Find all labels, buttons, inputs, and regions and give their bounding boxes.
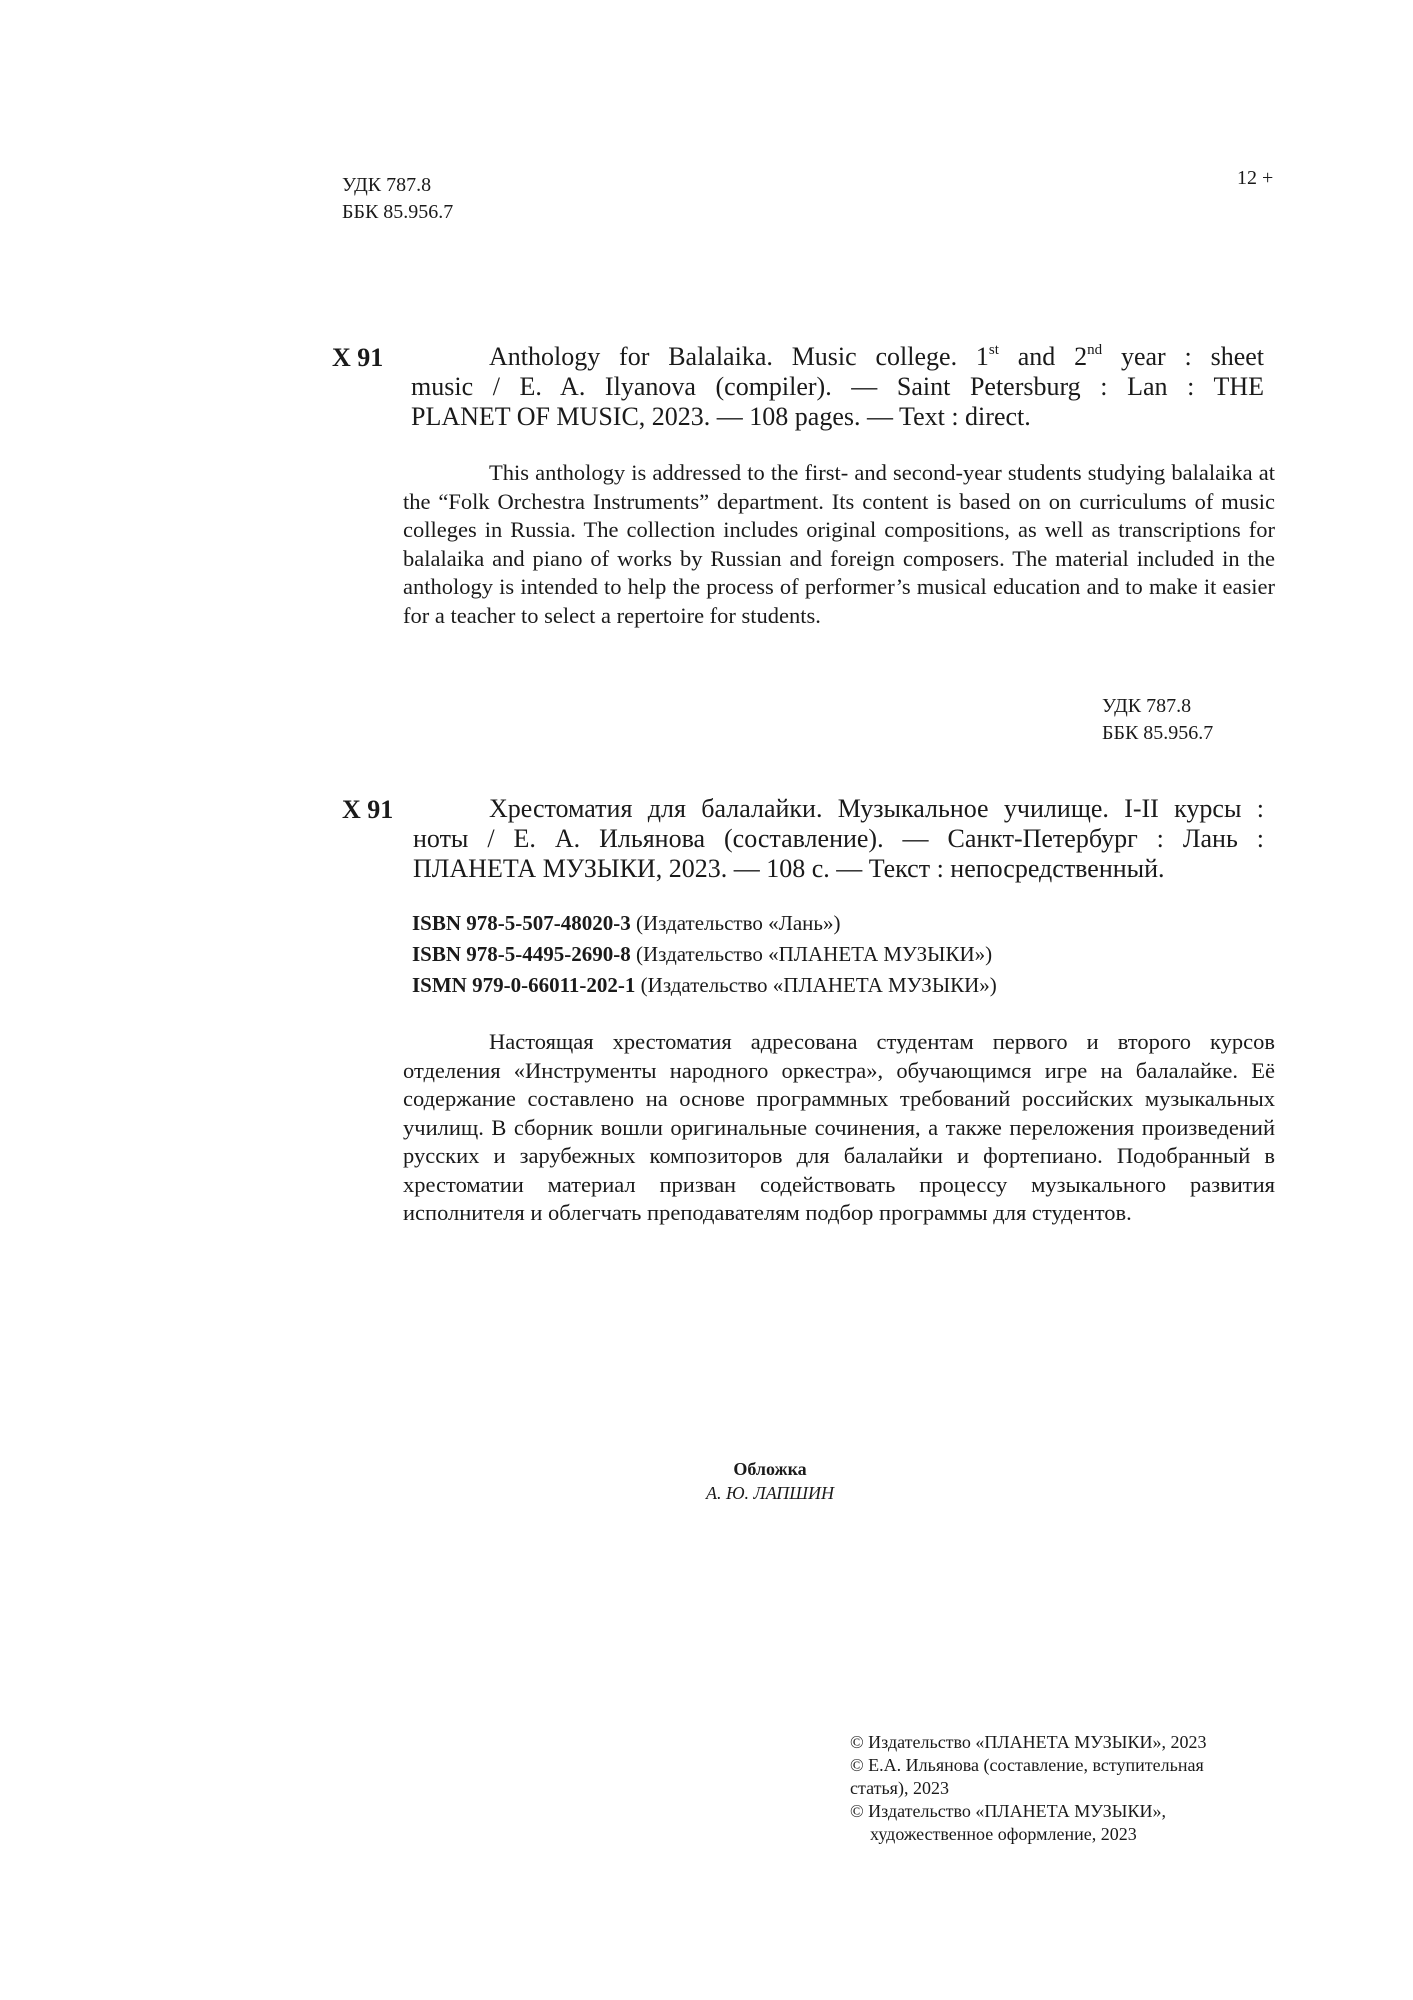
cover-label: Обложка — [733, 1459, 807, 1479]
bbk-code-2: ББК 85.956.7 — [1102, 722, 1214, 744]
english-entry-line-2: music / E. A. Ilyanova (compiler). — Saint Petersburg : Lan : THE — [411, 372, 1264, 401]
english-abstract: This anthology is addressed to the first- and second-year students studying balalaika at the “Folk Orchestra Instruments” department. Its content is based on on curriculums of music colleges in Russia. The collection includes original compositions, as well as transcriptions for balalaika and piano of works by Russian and foreign composers. The material included in the anthology is intended to help the process of performer’s musical education and to make it easier for a teacher to select a repertoire for students. — [403, 460, 1275, 628]
russian-entry-continuation — [413, 824, 1264, 884]
russian-abstract: Настоящая хрестоматия адресована студентам первого и второго курсов отделения «Инструменты народного оркестра», обучающимся игре на балалайке. Её содержание составлено на основе программных требований российских музыкальных училищ. В сборник вошли оригинальные сочинения, а также переложения произведений русских и зарубежных композиторов для балалайки и фортепиано. Подобранный в хрестоматии материал призван содействовать процессу музыкального развития исполнителя и облегчать преподавателям подбор программы для студентов. — [403, 1029, 1275, 1225]
copyright-line: © Е.А. Ильянова (составление, вступительная — [850, 1755, 1204, 1775]
top-classification — [342, 172, 453, 226]
russian-entry-line-3: ПЛАНЕТА МУЗЫКИ, 2023. — 108 с. — Текст : непосредственный. — [413, 854, 1165, 883]
english-entry-continuation — [411, 372, 1264, 432]
english-bibliographic-entry — [489, 342, 1264, 372]
second-classification — [1102, 693, 1213, 747]
english-entry-line-1: Anthology for Balalaika. Music college. 1st and 2nd year : sheet — [489, 342, 1265, 371]
entry-code-en: Х 91 — [332, 343, 384, 372]
bbk-code: ББК 85.956.7 — [342, 201, 454, 223]
copyright-line: © Издательство «ПЛАНЕТА МУЗЫКИ», — [850, 1801, 1166, 1821]
identifier-line: ISBN 978-5-507-48020-3 (Издательство «Лань») — [412, 911, 841, 935]
copyright-line: художественное оформление, 2023 — [870, 1824, 1137, 1844]
cover-artist-name: А. Ю. ЛАПШИН — [705, 1483, 835, 1503]
udk-code: УДК 787.8 — [342, 174, 432, 196]
identifiers-block — [412, 908, 997, 1001]
copyright-block — [850, 1731, 1270, 1846]
cover-credit — [560, 1457, 980, 1505]
russian-entry-line-2: ноты / Е. А. Ильянова (составление). — Санкт-Петербург : Лань : — [413, 824, 1264, 853]
copyright-line: статья), 2023 — [850, 1778, 949, 1798]
entry-code-ru: Х 91 — [342, 795, 394, 824]
identifier-line: ISBN 978-5-4495-2690-8 (Издательство «ПЛАНЕТА МУЗЫКИ») — [412, 942, 993, 966]
udk-code-2: УДК 787.8 — [1102, 695, 1192, 717]
identifier-line: ISMN 979-0-66011-202-1 (Издательство «ПЛАНЕТА МУЗЫКИ») — [412, 973, 997, 997]
copyright-line: © Издательство «ПЛАНЕТА МУЗЫКИ», 2023 — [850, 1732, 1207, 1752]
age-rating: 12 + — [1237, 167, 1274, 189]
english-entry-line-3: PLANET OF MUSIC, 2023. — 108 pages. — Text : direct. — [411, 402, 1031, 431]
russian-entry-line-1: Хрестоматия для балалайки. Музыкальное училище. I-II курсы : — [489, 794, 1264, 823]
russian-bibliographic-entry — [489, 794, 1264, 824]
